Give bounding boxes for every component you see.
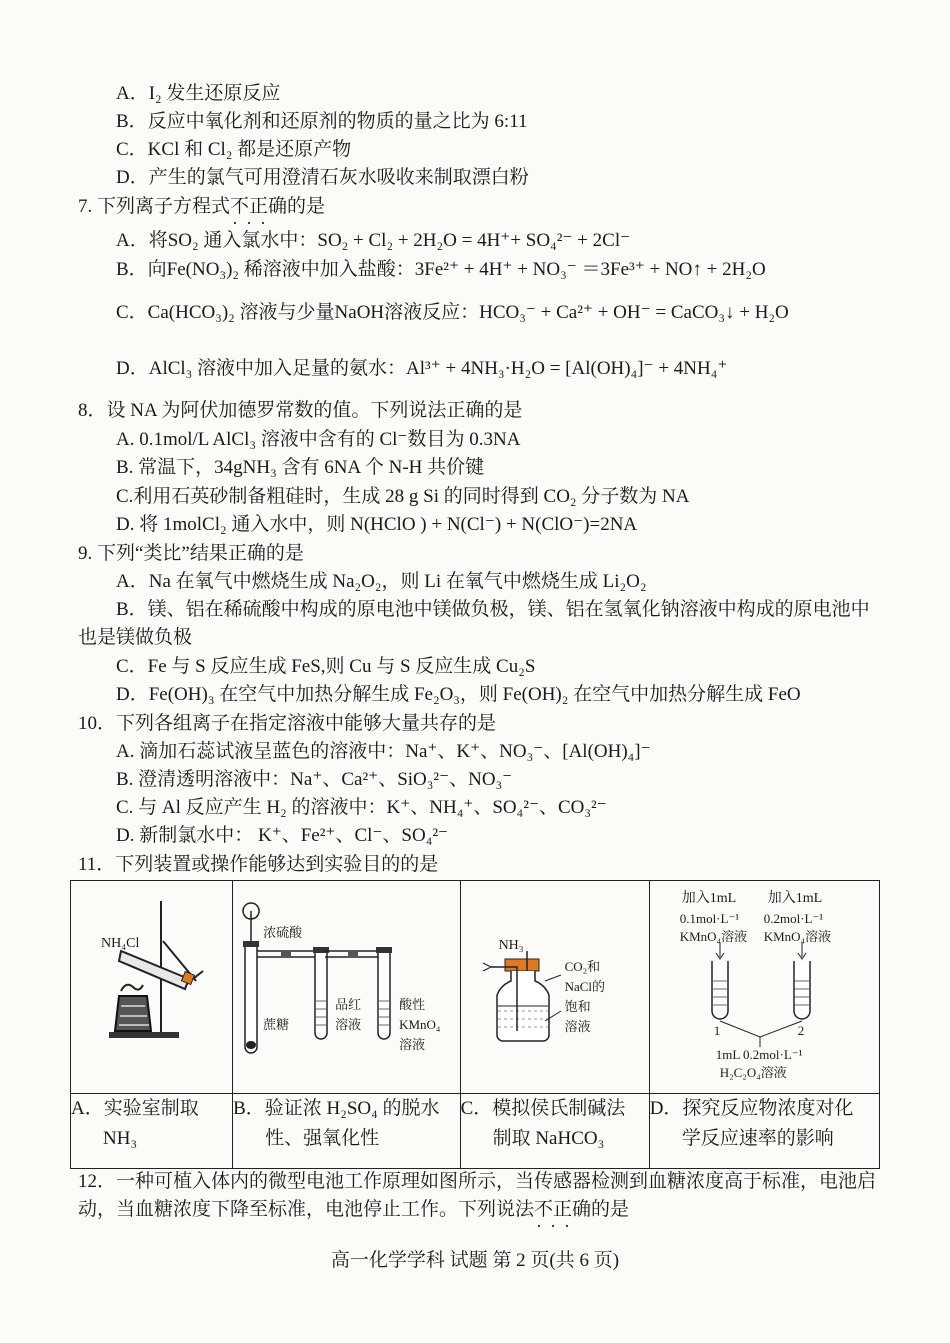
figure-d-add-label-2: 加入1mL bbox=[767, 891, 823, 906]
figure-d-conc-label-2: 0.2mol·L⁻¹ bbox=[763, 911, 824, 926]
figure-d-add-label-1: 加入1mL bbox=[681, 891, 737, 906]
q7-option-b: B．向Fe(NO₃)₂ 稀溶液中加入盐酸：3Fe²⁺ + 4H⁺ + NO₃⁻ ＝3Fe³⁺ + NO↑ + 2H₂O bbox=[116, 259, 766, 280]
caption-a-line2: NH₃ bbox=[103, 1128, 138, 1149]
q6-option-a: A．I₂ 发生还原反应 bbox=[116, 83, 281, 104]
q9-option-d: D．Fe(OH)₃ 在空气中加热分解生成 Fe₂O₃，则 Fe(OH)₂ 在空气中加热分解生成 FeO bbox=[116, 684, 801, 705]
caption-a-line1: A．实验室制取 bbox=[71, 1098, 199, 1119]
caption-a bbox=[71, 1094, 233, 1169]
q11-apparatus-table bbox=[70, 880, 880, 1169]
q12-stem-part2: 的是 bbox=[591, 1199, 630, 1220]
figure-b-pinkred-label-2: 溶液 bbox=[335, 1017, 362, 1032]
figure-c-cell bbox=[460, 881, 649, 1094]
q10-option-c: C. 与 Al 反应产生 H₂ 的溶液中：K⁺、NH₄⁺、SO₄²⁻、CO₃²⁻ bbox=[116, 797, 607, 818]
figure-d-conc-label-1: 0.1mol·L⁻¹ bbox=[679, 911, 740, 926]
q12-stem-line1: 12．一种可植入体内的微型电池工作原理如图所示，当传感器检测到血糖浓度高于标准，电池启 bbox=[78, 1171, 877, 1192]
figure-c-solution-label-1: CO₂和 bbox=[564, 959, 601, 974]
figure-d-oxalic-label-2: H₂C₂O₄溶液 bbox=[719, 1065, 787, 1080]
figure-d-cell bbox=[649, 881, 879, 1094]
figure-c-solution-label-2: NaCl的 bbox=[564, 979, 606, 994]
q7-stem-emphasis: 不正确 ··· bbox=[230, 196, 287, 217]
caption-d-line2: 学反应速率的影响 bbox=[681, 1128, 834, 1149]
caption-c-line2: 制取 NaHCO₃ bbox=[492, 1128, 605, 1149]
caption-b-line1: B．验证浓 H₂SO₄ 的脱水 bbox=[233, 1098, 440, 1119]
caption-c-line1: C．模拟侯氏制碱法 bbox=[460, 1098, 626, 1119]
q12-stem-part1: 动，当血糖浓度下降至标准，电池停止工作。下列说法 bbox=[78, 1199, 535, 1220]
figure-b-kmno4-label-3: 溶液 bbox=[399, 1037, 426, 1052]
q12-stem-emphasis: 不正确 ··· bbox=[534, 1199, 591, 1220]
q6-option-c: C．KCl 和 Cl₂ 都是还原产物 bbox=[116, 139, 352, 160]
q9-option-b-line2: 也是镁做负极 bbox=[78, 627, 193, 648]
figure-d-kmno4-label-2: KMnO₄溶液 bbox=[763, 929, 832, 944]
q7-option-d: D．AlCl₃ 溶液中加入足量的氨水：Al³⁺ + 4NH₃·H₂O = [Al(OH)₄]⁻ + 4NH₄⁺ bbox=[116, 358, 728, 379]
q7-stem-part2: 的是 bbox=[287, 196, 326, 217]
figure-b-pinkred-label-1: 品红 bbox=[335, 997, 362, 1012]
figure-c-solution-label-4: 溶液 bbox=[564, 1019, 591, 1034]
figure-b-cell bbox=[233, 881, 460, 1094]
q7-option-c: C．Ca(HCO₃)₂ 溶液与少量NaOH溶液反应：HCO₃⁻ + Ca²⁺ + OH⁻ = CaCO₃↓ + H₂O bbox=[116, 302, 789, 323]
q9-option-a: A．Na 在氧气中燃烧生成 Na₂O₂，则 Li 在氧气中燃烧生成 Li₂O₂ bbox=[116, 571, 647, 592]
q8-option-a: A. 0.1mol/L AlCl₃ 溶液中含有的 Cl⁻数目为 0.3NA bbox=[116, 429, 521, 450]
q8-option-d: D. 将 1molCl₂ 通入水中，则 N(HClO ) + N(Cl⁻) + N(ClO⁻)=2NA bbox=[116, 514, 638, 535]
figure-a-heating-apparatus bbox=[71, 881, 233, 1093]
q6-option-b: B．反应中氧化剂和还原剂的物质的量之比为 6:11 bbox=[116, 111, 528, 132]
figure-b-kmno4-label-2: KMnO₄ bbox=[399, 1017, 441, 1032]
figure-d-oxalic-label-1: 1mL 0.2mol·L⁻¹ bbox=[715, 1047, 803, 1062]
caption-c bbox=[460, 1094, 649, 1169]
q12-stem-line2 bbox=[78, 1197, 629, 1223]
caption-b-line2: 性、强氧化性 bbox=[265, 1128, 380, 1149]
caption-d-line1: D．探究反应物浓度对化 bbox=[649, 1098, 854, 1119]
figure-d-kmno4-label-1: KMnO₄溶液 bbox=[679, 929, 748, 944]
q10-option-a: A. 滴加石蕊试液呈蓝色的溶液中：Na⁺、K⁺、NO₃⁻、[Al(OH)₄]⁻ bbox=[116, 741, 651, 762]
figure-b-sugar-label: 蔗糖 bbox=[263, 1017, 290, 1032]
q7-option-a: A．将SO₂ 通入氯水中：SO₂ + Cl₂ + 2H₂O = 4H⁺+ SO₄²⁻ + 2Cl⁻ bbox=[116, 230, 631, 251]
q10-stem: 10．下列各组离子在指定溶液中能够大量共存的是 bbox=[78, 713, 497, 734]
q10-option-d: D. 新制氯水中： K⁺、Fe²⁺、Cl⁻、SO₄²⁻ bbox=[116, 825, 449, 846]
q9-option-c: C．Fe 与 S 反应生成 FeS,则 Cu 与 S 反应生成 Cu₂S bbox=[116, 656, 536, 677]
figure-b-acid-label: 浓硫酸 bbox=[263, 925, 303, 940]
figure-d-tube-1-label: 1 bbox=[713, 1023, 721, 1038]
figure-c-gas-label: NH₃ bbox=[498, 938, 524, 953]
figure-a-reagent-label: NH₄Cl bbox=[101, 936, 140, 951]
figure-c-gas-bottle bbox=[461, 881, 650, 1093]
figure-c-solution-label-3: 饱和 bbox=[564, 999, 591, 1014]
caption-d bbox=[649, 1094, 879, 1169]
figure-a-cell bbox=[71, 881, 233, 1094]
q6-option-d: D．产生的氯气可用澄清石灰水吸收来制取漂白粉 bbox=[116, 167, 529, 188]
figure-b-kmno4-label-1: 酸性 bbox=[399, 997, 426, 1012]
q8-option-b: B. 常温下，34gNH₃ 含有 6NA 个 N-H 共价键 bbox=[116, 457, 485, 478]
q8-option-c: C.利用石英砂制备粗硅时，生成 28 g Si 的同时得到 CO₂ 分子数为 NA bbox=[116, 486, 690, 507]
q9-option-b-line1: B．镁、铝在稀硫酸中构成的原电池中镁做负极，镁、铝在氢氧化钠溶液中构成的原电池中 bbox=[116, 599, 870, 620]
page-footer: 高一化学学科 试题 第 2 页(共 6 页) bbox=[330, 1250, 620, 1271]
figure-d-tube-2-label: 2 bbox=[797, 1023, 805, 1038]
q7-stem bbox=[78, 194, 325, 220]
q7-stem-part1: 7. 下列离子方程式 bbox=[78, 196, 231, 217]
q10-option-b: B. 澄清透明溶液中：Na⁺、Ca²⁺、SiO₃²⁻、NO₃⁻ bbox=[116, 769, 513, 790]
q9-stem: 9. 下列“类比”结果正确的是 bbox=[78, 543, 304, 564]
figure-b-tube-apparatus bbox=[233, 881, 461, 1093]
q11-stem: 11．下列装置或操作能够达到实验目的的是 bbox=[78, 854, 439, 875]
q8-stem: 8．设 NA 为阿伏加德罗常数的值。下列说法正确的是 bbox=[78, 400, 523, 421]
caption-b bbox=[233, 1094, 460, 1169]
